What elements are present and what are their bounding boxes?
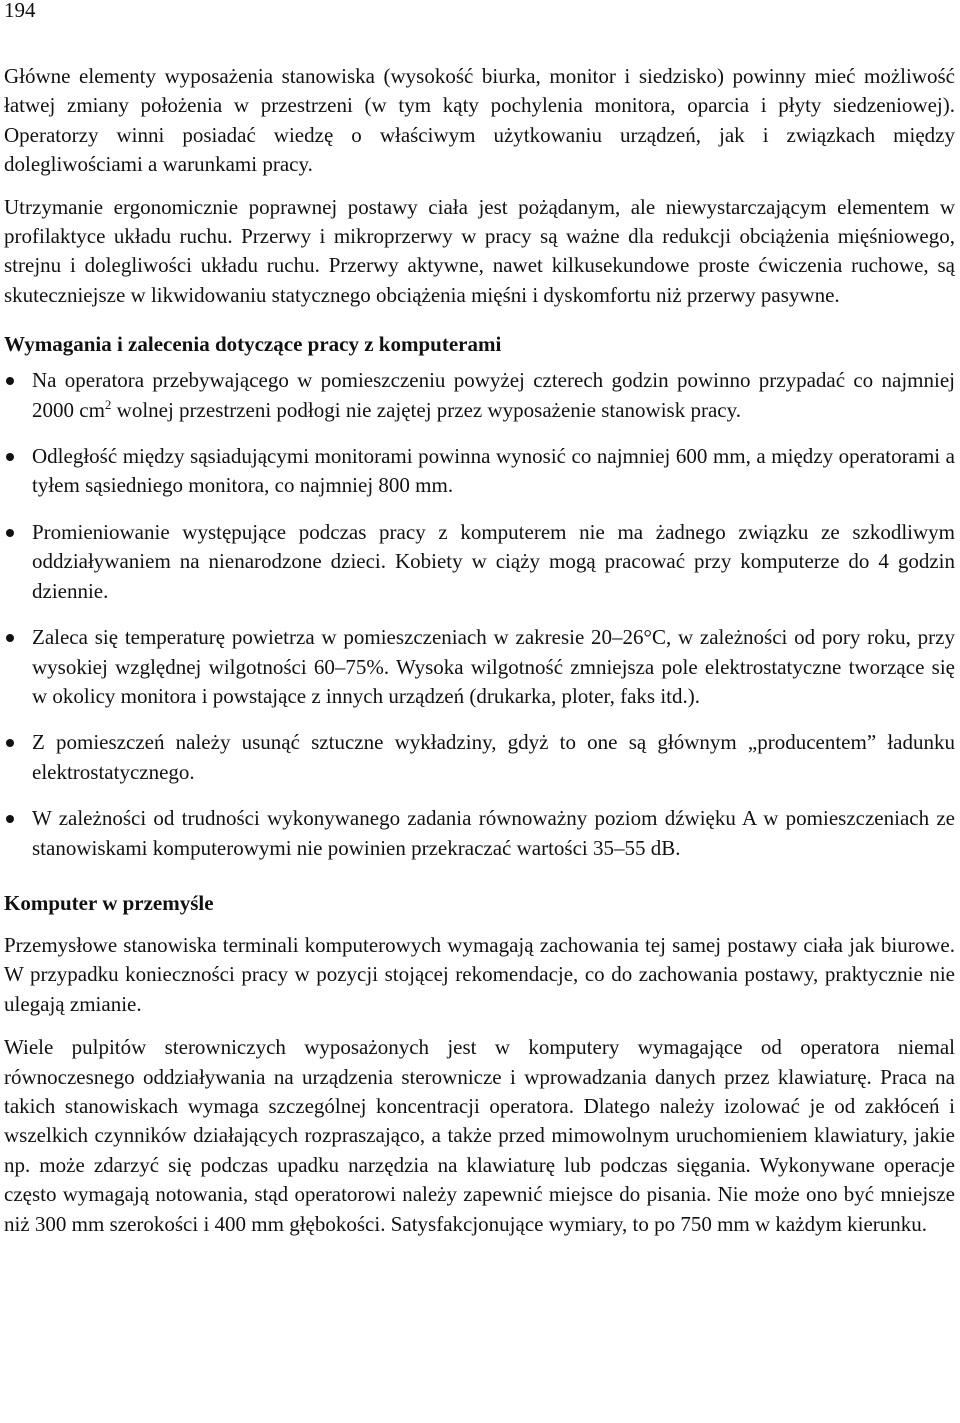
list-item-monitor-distance [4, 442, 955, 501]
noise-text: W zależności od trudności wykonywanego zadania równoważny poziom dźwięku A w pomieszczeniach ze stanowiskami komputerowymi nie powinien przekraczać wartości 35–55 dB. [32, 806, 955, 860]
document-body [4, 62, 955, 1239]
requirements-heading: Wymagania i zalecenia dotyczące pracy z komputerami [4, 332, 502, 357]
requirements-list [4, 366, 955, 863]
monitor-distance-text: Odległość między sąsiadującymi monitorami powinna wynosić co najmniej 600 mm, a między operatorami a tyłem sąsiedniego monitora, co najmniej 800 mm. [32, 444, 955, 498]
workspace-text-end: wolnej przestrzeni podłogi nie zajętej przez wyposażenie stanowisk pracy. [111, 397, 741, 422]
list-item-noise [4, 804, 955, 863]
list-item-workspace [4, 366, 955, 425]
superscript-exponent: 2 [104, 396, 112, 412]
ergonomics-paragraph: Utrzymanie ergonomicznie poprawnej postawy ciała jest pożądanym, ale niewystarczającym elementem w profilaktyce układu ruchu. Przerwy i mikroprzerwy w pracy są ważne dla redukcji obciążenia mięśniowego, strejnu i dolegliwości układu ruchu. Przerwy aktywne, nawet kilkusekundowe proste ćwiczenia ruchowe, są skuteczniejsze w likwidowaniu statycznego obciążenia mięśni i dyskomfortu niż przerwy pasywne. [4, 194, 955, 307]
bullet-icon [6, 529, 14, 537]
bullet-icon [6, 815, 14, 823]
temperature-text: Zaleca się temperaturę powietrza w pomieszczeniach w zakresie 20–26°C, w zależności od pory roku, przy wysokiej względnej wilgotności 60–75%. Wysoka wilgotność zmniejsza pole elektrostatyczne tworzące się w okolicy monitora i powstające z innych urządzeń (drukarka, ploter, faks itd.). [32, 625, 955, 708]
bullet-icon [6, 453, 14, 461]
list-item-temperature [4, 623, 955, 711]
list-item-radiation [4, 518, 955, 606]
intro-paragraph: Główne elementy wyposażenia stanowiska (wysokość biurka, monitor i siedzisko) powinny mieć możliwość łatwej zmiany położenia w przestrzeni (w tym kąty pochylenia monitora, oparcia i płyty siedzeniowej). Operatorzy winni posiadać wiedzę o właściwym użytkowaniu urządzeń, jak i związkach między dolegliwościami a warunkami pracy. [4, 64, 955, 177]
industry-paragraph-2: Wiele pulpitów sterowniczych wyposażonych jest w komputery wymagające od operatora niemal równoczesnego oddziaływania na urządzenia sterownicze i wprowadzania danych przez klawiaturę. Praca na takich stanowiskach wymaga szczególnej koncentracji operatora. Dlatego należy izolować je od zakłóceń i wszelkich czynników działających rozpraszająco, a także przed mimowolnym uruchomieniem klawiatury, jakie np. może zdarzyć się podczas upadku narzędzia na klawiaturę lub podczas sięgania. Wykonywane operacje często wymagają notowania, stąd operatorowi należy zapewnić miejsce do pisania. Nie może ono być mniejsze niż 300 mm szerokości i 400 mm głębokości. Satysfakcjonujące wymiary, to po 750 mm w każdym kierunku. [4, 1035, 955, 1236]
bullet-icon [6, 739, 14, 747]
list-item-carpets [4, 728, 955, 787]
page-number: 194 [4, 0, 36, 22]
workspace-text-start: Na operatora przebywającego w pomieszczeniu powyżej czterech godzin powinno przypadać co najmniej 2000 cm [32, 368, 955, 422]
industry-heading: Komputer w przemyśle [4, 890, 214, 915]
bullet-icon [6, 634, 14, 642]
carpets-text: Z pomieszczeń należy usunąć sztuczne wykładziny, gdyż to one są głównym „producentem” ładunku elektrostatycznego. [32, 730, 955, 784]
industry-paragraph-1: Przemysłowe stanowiska terminali komputerowych wymagają zachowania tej samej postawy ciała jak biurowe. W przypadku konieczności pracy w pozycji stojącej rekomendacje, co do zachowania postawy, praktycznie nie ulegają zmianie. [4, 932, 955, 1016]
radiation-text: Promieniowanie występujące podczas pracy z komputerem nie ma żadnego związku ze szkodliwym oddziaływaniem na nienarodzone dzieci. Kobiety w ciąży mogą pracować przy komputerze do 4 godzin dziennie. [32, 519, 955, 603]
bullet-icon [6, 377, 14, 385]
